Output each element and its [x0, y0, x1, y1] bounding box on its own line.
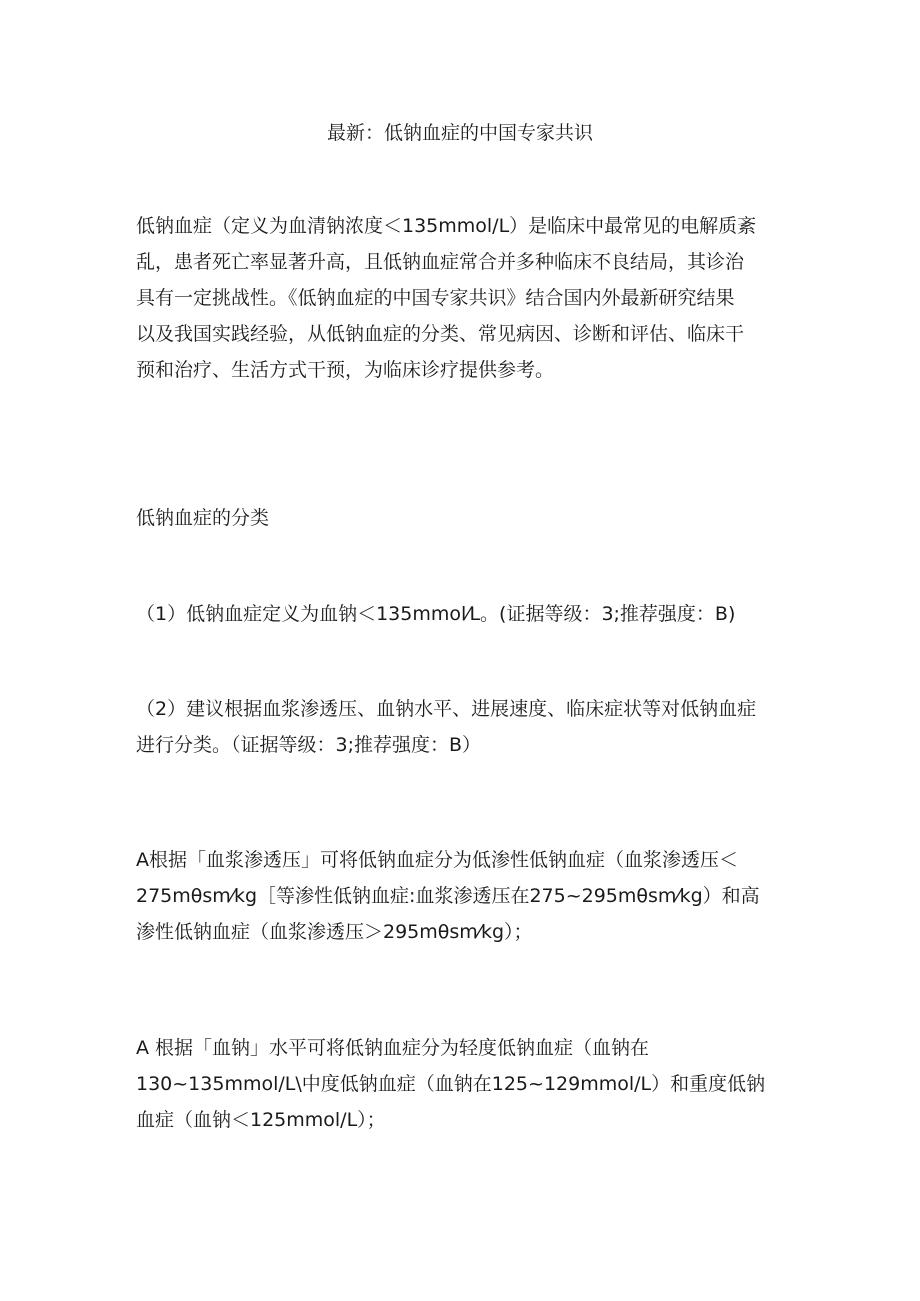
osmolality-classification-paragraph: [136, 842, 786, 950]
intro-line: 以及我国实践经验，从低钠血症的分类、常见病因、诊断和评估、临床干: [136, 323, 745, 345]
recommendation-1-line: （1）低钠血症定义为血钠＜135mmol⁄L。(证据等级：3;推荐强度：B): [136, 603, 736, 625]
osmolality-line: A根据「血浆渗透压」可将低钠血症分为低渗性低钠血症（血浆渗透压＜: [136, 849, 738, 871]
sodium-level-line: 血症（血钠＜125mmol/L）；: [136, 1109, 386, 1131]
document-title: 最新：低钠血症的中国专家共识: [326, 122, 593, 144]
intro-line: 乱，患者死亡率显著升高，且低钠血症常合并多种临床不良结局，其诊治: [136, 251, 745, 273]
intro-line: 预和治疗、生活方式干预，为临床诊疗提供参考。: [136, 359, 555, 381]
section-heading: [136, 500, 786, 536]
section-heading-text: 低钠血症的分类: [136, 507, 270, 529]
osmolality-line: 275mθsm⁄kg［等渗性低钠血症:血浆渗透压在275~295mθsm⁄kg）和高: [136, 885, 760, 907]
sodium-level-line: A 根据「血钠」水平可将低钠血症分为轻度低钠血症（血钠在: [136, 1037, 650, 1059]
recommendation-1: [136, 596, 786, 632]
recommendation-2-line: 进行分类。（证据等级：3;推荐强度：B）: [136, 734, 482, 756]
recommendation-2: [136, 691, 786, 763]
intro-paragraph: [136, 208, 786, 388]
sodium-level-line: 130~135mmol/L\中度低钠血症（血钠在125~129mmol/L）和重度低钠: [136, 1073, 766, 1095]
intro-line: 具有一定挑战性。《低钠血症的中国专家共识》结合国内外最新研究结果: [136, 287, 735, 309]
sodium-level-classification-paragraph: [136, 1030, 786, 1138]
intro-line: 低钠血症（定义为血清钠浓度＜135mmol/L）是临床中最常见的电解质紊: [136, 215, 757, 237]
recommendation-2-line: （2）建议根据血浆渗透压、血钠水平、进展速度、临床症状等对低钠血症: [136, 698, 757, 720]
osmolality-line: 渗性低钠血症（血浆渗透压＞295mθsm⁄kg）；: [136, 921, 533, 943]
